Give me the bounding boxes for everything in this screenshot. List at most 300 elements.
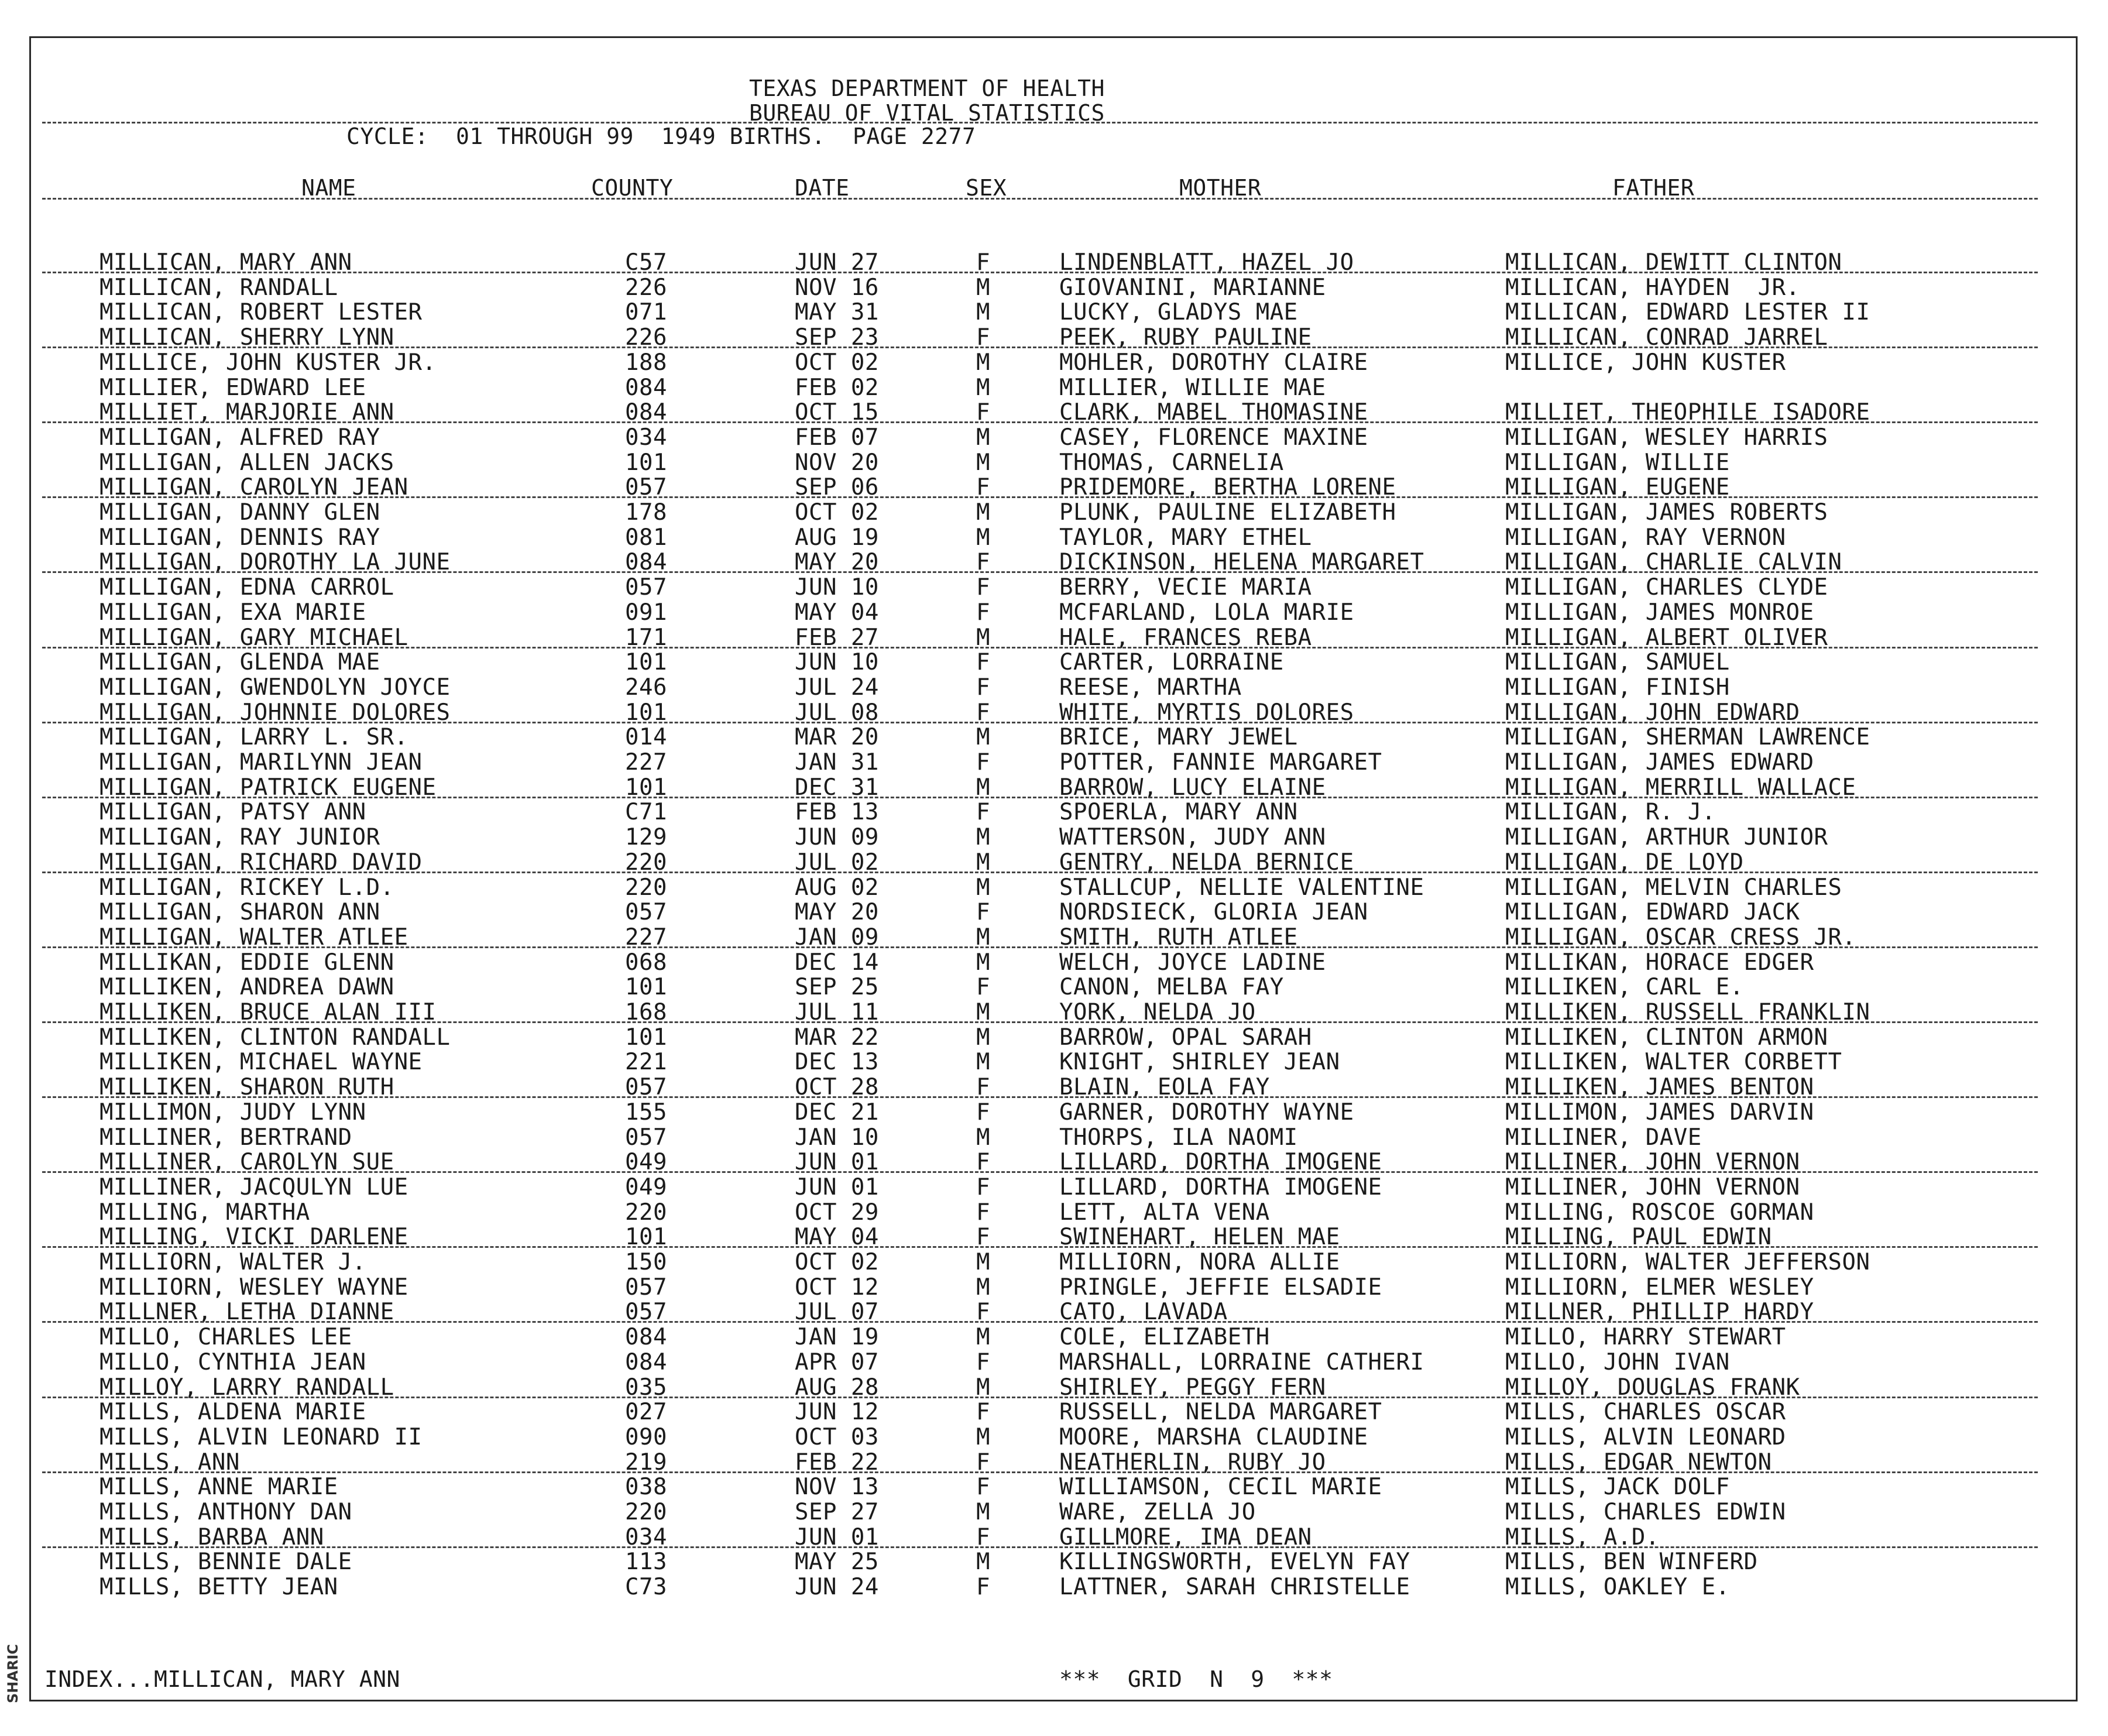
record-sex: M	[976, 424, 990, 451]
record-sex: M	[976, 524, 990, 551]
record-father: MILLIKEN, RUSSELL FRANKLIN	[1505, 999, 1870, 1025]
record-sex: F	[976, 399, 990, 426]
record-father: MILLIGAN, FINISH	[1505, 674, 1730, 701]
record-mother: BLAIN, EOLA FAY	[1059, 1074, 1270, 1101]
record-mother: SPOERLA, MARY ANN	[1059, 799, 1298, 826]
record-county: 057	[625, 1299, 667, 1326]
record-sex: M	[976, 499, 990, 526]
record-date: JUN 27	[795, 249, 879, 276]
record-date: FEB 13	[795, 799, 879, 826]
record-sex: F	[976, 549, 990, 576]
record-date: OCT 15	[795, 399, 879, 426]
record-sex: M	[976, 1274, 990, 1301]
record-sex: F	[976, 1174, 990, 1200]
record-mother: WELCH, JOYCE LADINE	[1059, 949, 1326, 976]
row-rule	[42, 1546, 2038, 1548]
record-sex: F	[976, 1574, 990, 1601]
record-name: MILLIGAN, PATSY ANN	[99, 799, 366, 826]
footer-index: INDEX...MILLICAN, MARY ANN	[44, 1666, 400, 1692]
record-county: 084	[625, 1324, 667, 1351]
record-mother: MCFARLAND, LOLA MARIE	[1059, 599, 1354, 626]
footer-grid: *** GRID N 9 ***	[1059, 1666, 1333, 1692]
record-mother: WATTERSON, JUDY ANN	[1059, 824, 1326, 851]
record-date: DEC 13	[795, 1049, 879, 1076]
record-father: MILLIGAN, EDWARD JACK	[1505, 899, 1800, 926]
record-date: JUL 11	[795, 999, 879, 1025]
record-date: MAY 25	[795, 1549, 879, 1576]
record-sex: F	[976, 1224, 990, 1251]
record-county: 220	[625, 849, 667, 876]
column-header-father: FATHER	[1612, 175, 1695, 201]
row-rule	[42, 1246, 2038, 1248]
record-date: NOV 13	[795, 1474, 879, 1501]
record-county: 027	[625, 1399, 667, 1426]
record-father: MILLIGAN, R. J.	[1505, 799, 1716, 826]
record-father: MILLIGAN, MERRILL WALLACE	[1505, 774, 1856, 801]
record-mother: THORPS, ILA NAOMI	[1059, 1124, 1298, 1151]
record-date: MAY 20	[795, 549, 879, 576]
row-rule	[42, 1021, 2038, 1023]
record-name: MILLICAN, RANDALL	[99, 274, 338, 301]
record-date: MAR 22	[795, 1024, 879, 1051]
record-county: 084	[625, 374, 667, 401]
record-sex: M	[976, 849, 990, 876]
record-county: 014	[625, 724, 667, 751]
record-sex: F	[976, 749, 990, 776]
record-name: MILLIGAN, PATRICK EUGENE	[99, 774, 437, 801]
record-father: MILLIGAN, MELVIN CHARLES	[1505, 874, 1842, 901]
record-name: MILLIGAN, DOROTHY LA JUNE	[99, 549, 451, 576]
record-date: FEB 07	[795, 424, 879, 451]
record-name: MILLS, ALVIN LEONARD II	[99, 1423, 423, 1450]
record-sex: M	[976, 724, 990, 751]
record-county: 081	[625, 524, 667, 551]
record-name: MILLIKEN, MICHAEL WAYNE	[99, 1049, 423, 1076]
record-county: 129	[625, 824, 667, 851]
record-father: MILLICAN, EDWARD LESTER II	[1505, 299, 1870, 326]
record-county: 227	[625, 924, 667, 951]
record-name: MILLINER, JACQULYN LUE	[99, 1174, 408, 1200]
record-name: MILLIGAN, LARRY L. SR.	[99, 724, 408, 751]
record-name: MILLIORN, WESLEY WAYNE	[99, 1274, 408, 1301]
record-father: MILLIKEN, CARL E.	[1505, 974, 1744, 1001]
record-name: MILLS, BENNIE DALE	[99, 1549, 352, 1576]
record-father: MILLICAN, DEWITT CLINTON	[1505, 249, 1842, 276]
record-sex: F	[976, 474, 990, 501]
record-sex: F	[976, 324, 990, 351]
column-header-date: DATE	[795, 175, 850, 201]
record-name: MILLNER, LETHA DIANNE	[99, 1299, 394, 1326]
record-date: MAY 31	[795, 299, 879, 326]
record-mother: COLE, ELIZABETH	[1059, 1324, 1270, 1351]
row-rule	[42, 722, 2038, 723]
record-date: JUN 10	[795, 574, 879, 601]
record-county: 035	[625, 1374, 667, 1401]
record-father: MILLINER, DAVE	[1505, 1124, 1702, 1151]
record-father: MILLIGAN, SHERMAN LAWRENCE	[1505, 724, 1870, 751]
record-father: MILLS, A.D.	[1505, 1524, 1660, 1550]
record-mother: BARROW, OPAL SARAH	[1059, 1024, 1312, 1051]
record-date: OCT 28	[795, 1074, 879, 1101]
record-sex: F	[976, 974, 990, 1001]
record-date: SEP 23	[795, 324, 879, 351]
record-father: MILLIORN, ELMER WESLEY	[1505, 1274, 1814, 1301]
row-rule	[42, 797, 2038, 798]
record-date: JUN 24	[795, 1574, 879, 1601]
record-county: 113	[625, 1549, 667, 1576]
record-mother: CANON, MELBA FAY	[1059, 974, 1284, 1001]
column-header-county: COUNTY	[591, 175, 674, 201]
record-date: APR 07	[795, 1349, 879, 1375]
record-county: 226	[625, 324, 667, 351]
record-mother: DICKINSON, HELENA MARGARET	[1059, 549, 1424, 576]
record-date: NOV 16	[795, 274, 879, 301]
column-header-rule	[42, 198, 2038, 200]
record-date: JAN 19	[795, 1324, 879, 1351]
record-sex: F	[976, 1474, 990, 1501]
record-date: MAY 04	[795, 1224, 879, 1251]
record-date: AUG 02	[795, 874, 879, 901]
record-mother: BRICE, MARY JEWEL	[1059, 724, 1298, 751]
record-county: C71	[625, 799, 667, 826]
record-county: 034	[625, 1524, 667, 1550]
record-name: MILLIGAN, RICHARD DAVID	[99, 849, 423, 876]
record-mother: RUSSELL, NELDA MARGARET	[1059, 1399, 1382, 1426]
column-header-sex: SEX	[966, 175, 1007, 201]
record-name: MILLS, ANN	[99, 1449, 240, 1476]
record-mother: PRINGLE, JEFFIE ELSADIE	[1059, 1274, 1382, 1301]
record-date: OCT 02	[795, 499, 879, 526]
record-date: JUL 08	[795, 699, 879, 726]
record-mother: MARSHALL, LORRAINE CATHERI	[1059, 1349, 1424, 1375]
record-mother: MILLIORN, NORA ALLIE	[1059, 1249, 1340, 1275]
record-name: MILLING, VICKI DARLENE	[99, 1224, 408, 1251]
record-date: JUN 09	[795, 824, 879, 851]
record-sex: F	[976, 599, 990, 626]
record-county: 034	[625, 424, 667, 451]
row-rule	[42, 1471, 2038, 1473]
record-father: MILLS, CHARLES EDWIN	[1505, 1499, 1786, 1525]
record-mother: WILLIAMSON, CECIL MARIE	[1059, 1474, 1382, 1501]
record-date: SEP 27	[795, 1499, 879, 1525]
record-name: MILLIGAN, ALLEN JACKS	[99, 449, 394, 476]
record-sex: M	[976, 274, 990, 301]
record-mother: WHITE, MYRTIS DOLORES	[1059, 699, 1354, 726]
row-rule	[42, 1171, 2038, 1173]
record-sex: F	[976, 1149, 990, 1176]
record-mother: CATO, LAVADA	[1059, 1299, 1228, 1326]
row-rule	[42, 647, 2038, 649]
record-name: MILLIGAN, JOHNNIE DOLORES	[99, 699, 451, 726]
record-father: MILLIGAN, CHARLIE CALVIN	[1505, 549, 1842, 576]
record-date: JUL 02	[795, 849, 879, 876]
record-sex: M	[976, 1549, 990, 1576]
record-date: DEC 31	[795, 774, 879, 801]
record-mother: LILLARD, DORTHA IMOGENE	[1059, 1149, 1382, 1176]
record-sex: M	[976, 774, 990, 801]
record-county: C57	[625, 249, 667, 276]
record-father: MILLIKEN, CLINTON ARMON	[1505, 1024, 1828, 1051]
row-rule	[42, 346, 2038, 348]
record-sex: M	[976, 1499, 990, 1525]
record-father: MILLIGAN, WILLIE	[1505, 449, 1730, 476]
record-father: MILLINER, JOHN VERNON	[1505, 1149, 1800, 1176]
record-father: MILLICAN, CONRAD JARREL	[1505, 324, 1828, 351]
record-date: JUN 10	[795, 649, 879, 676]
record-date: JUN 12	[795, 1399, 879, 1426]
record-county: 227	[625, 749, 667, 776]
record-name: MILLS, BETTY JEAN	[99, 1574, 338, 1601]
record-county: 220	[625, 874, 667, 901]
record-mother: SMITH, RUTH ATLEE	[1059, 924, 1298, 951]
row-rule	[42, 872, 2038, 873]
record-sex: M	[976, 949, 990, 976]
record-father: MILLS, OAKLEY E.	[1505, 1574, 1730, 1601]
record-mother: POTTER, FANNIE MARGARET	[1059, 749, 1382, 776]
record-date: MAY 04	[795, 599, 879, 626]
record-name: MILLIKAN, EDDIE GLENN	[99, 949, 394, 976]
record-date: OCT 02	[795, 1249, 879, 1275]
record-county: 049	[625, 1149, 667, 1176]
record-mother: MILLIER, WILLIE MAE	[1059, 374, 1326, 401]
record-father: MILLING, PAUL EDWIN	[1505, 1224, 1772, 1251]
record-mother: LUCKY, GLADYS MAE	[1059, 299, 1298, 326]
record-sex: M	[976, 1374, 990, 1401]
row-rule	[42, 1096, 2038, 1098]
row-rule	[42, 421, 2038, 423]
record-sex: M	[976, 1249, 990, 1275]
header-line-2: BUREAU OF VITAL STATISTICS	[749, 100, 1105, 126]
record-county: 221	[625, 1049, 667, 1076]
record-mother: PRIDEMORE, BERTHA LORENE	[1059, 474, 1396, 501]
record-father: MILLIGAN, JAMES MONROE	[1505, 599, 1814, 626]
record-sex: F	[976, 1524, 990, 1550]
record-sex: M	[976, 299, 990, 326]
record-county: 226	[625, 274, 667, 301]
record-name: MILLIGAN, RAY JUNIOR	[99, 824, 380, 851]
record-name: MILLICE, JOHN KUSTER JR.	[99, 349, 437, 376]
record-date: JAN 10	[795, 1124, 879, 1151]
record-mother: GARNER, DOROTHY WAYNE	[1059, 1099, 1354, 1126]
record-father: MILLING, ROSCOE GORMAN	[1505, 1199, 1814, 1226]
record-county: 220	[625, 1199, 667, 1226]
record-county: 150	[625, 1249, 667, 1275]
record-father: MILLIGAN, ALBERT OLIVER	[1505, 624, 1828, 651]
record-county: 101	[625, 774, 667, 801]
record-father: MILLIKEN, JAMES BENTON	[1505, 1074, 1814, 1101]
record-county: 057	[625, 899, 667, 926]
record-mother: NEATHERLIN, RUBY JO	[1059, 1449, 1326, 1476]
record-father: MILLIGAN, OSCAR CRESS JR.	[1505, 924, 1856, 951]
record-name: MILLICAN, MARY ANN	[99, 249, 352, 276]
record-date: JAN 09	[795, 924, 879, 951]
record-name: MILLICAN, SHERRY LYNN	[99, 324, 394, 351]
record-county: 101	[625, 649, 667, 676]
record-mother: GIOVANINI, MARIANNE	[1059, 274, 1326, 301]
record-father: MILLNER, PHILLIP HARDY	[1505, 1299, 1814, 1326]
record-name: MILLS, ANTHONY DAN	[99, 1499, 352, 1525]
record-date: DEC 14	[795, 949, 879, 976]
record-sex: F	[976, 1099, 990, 1126]
record-county: 220	[625, 1499, 667, 1525]
record-county: 090	[625, 1423, 667, 1450]
record-mother: SHIRLEY, PEGGY FERN	[1059, 1374, 1326, 1401]
record-father: MILLIORN, WALTER JEFFERSON	[1505, 1249, 1870, 1275]
record-mother: MOHLER, DOROTHY CLAIRE	[1059, 349, 1368, 376]
record-county: 071	[625, 299, 667, 326]
record-father: MILLS, EDGAR NEWTON	[1505, 1449, 1772, 1476]
record-name: MILLIGAN, EXA MARIE	[99, 599, 366, 626]
record-date: JUN 01	[795, 1524, 879, 1550]
record-county: 246	[625, 674, 667, 701]
record-mother: CLARK, MABEL THOMASINE	[1059, 399, 1368, 426]
record-mother: CARTER, LORRAINE	[1059, 649, 1284, 676]
record-father: MILLIGAN, DE LOYD	[1505, 849, 1744, 876]
record-sex: F	[976, 1349, 990, 1375]
record-father: MILLINER, JOHN VERNON	[1505, 1174, 1800, 1200]
record-mother: LINDENBLATT, HAZEL JO	[1059, 249, 1354, 276]
record-father: MILLIGAN, RAY VERNON	[1505, 524, 1786, 551]
record-father: MILLIGAN, ARTHUR JUNIOR	[1505, 824, 1828, 851]
record-name: MILLIET, MARJORIE ANN	[99, 399, 394, 426]
record-date: FEB 27	[795, 624, 879, 651]
record-name: MILLIKEN, BRUCE ALAN III	[99, 999, 437, 1025]
record-county: 068	[625, 949, 667, 976]
record-sex: M	[976, 874, 990, 901]
record-date: JAN 31	[795, 749, 879, 776]
record-name: MILLIGAN, GWENDOLYN JOYCE	[99, 674, 451, 701]
record-father: MILLIKEN, WALTER CORBETT	[1505, 1049, 1842, 1076]
header-line-1: TEXAS DEPARTMENT OF HEALTH	[749, 76, 1105, 101]
record-county: 155	[625, 1099, 667, 1126]
record-mother: GENTRY, NELDA BERNICE	[1059, 849, 1354, 876]
record-sex: F	[976, 1074, 990, 1101]
record-date: OCT 03	[795, 1423, 879, 1450]
record-county: 084	[625, 399, 667, 426]
record-sex: M	[976, 1324, 990, 1351]
record-father: MILLIGAN, JOHN EDWARD	[1505, 699, 1800, 726]
record-county: 171	[625, 624, 667, 651]
record-date: AUG 19	[795, 524, 879, 551]
record-sex: F	[976, 574, 990, 601]
record-father: MILLS, BEN WINFERD	[1505, 1549, 1758, 1576]
record-name: MILLO, CHARLES LEE	[99, 1324, 352, 1351]
record-sex: M	[976, 449, 990, 476]
record-father: MILLO, JOHN IVAN	[1505, 1349, 1730, 1375]
record-sex: F	[976, 674, 990, 701]
record-name: MILLINER, BERTRAND	[99, 1124, 352, 1151]
record-county: 084	[625, 549, 667, 576]
record-mother: STALLCUP, NELLIE VALENTINE	[1059, 874, 1424, 901]
record-mother: SWINEHART, HELEN MAE	[1059, 1224, 1340, 1251]
row-rule	[42, 1321, 2038, 1323]
record-county: 101	[625, 449, 667, 476]
record-father: MILLS, CHARLES OSCAR	[1505, 1399, 1786, 1426]
record-mother: CASEY, FLORENCE MAXINE	[1059, 424, 1368, 451]
record-county: 188	[625, 349, 667, 376]
record-mother: YORK, NELDA JO	[1059, 999, 1256, 1025]
record-county: 057	[625, 1274, 667, 1301]
record-mother: LATTNER, SARAH CHRISTELLE	[1059, 1574, 1410, 1601]
record-county: 084	[625, 1349, 667, 1375]
record-county: 101	[625, 1224, 667, 1251]
record-county: 057	[625, 1124, 667, 1151]
record-name: MILLIGAN, EDNA CARROL	[99, 574, 394, 601]
record-sex: M	[976, 1049, 990, 1076]
row-rule	[42, 1397, 2038, 1398]
record-mother: THOMAS, CARNELIA	[1059, 449, 1284, 476]
record-sex: M	[976, 824, 990, 851]
record-date: JUN 01	[795, 1149, 879, 1176]
record-date: FEB 22	[795, 1449, 879, 1476]
record-name: MILLS, ANNE MARIE	[99, 1474, 338, 1501]
record-date: JUL 24	[795, 674, 879, 701]
record-sex: F	[976, 649, 990, 676]
record-father: MILLIKAN, HORACE EDGER	[1505, 949, 1814, 976]
record-name: MILLIGAN, RICKEY L.D.	[99, 874, 394, 901]
record-mother: NORDSIECK, GLORIA JEAN	[1059, 899, 1368, 926]
record-name: MILLIKEN, CLINTON RANDALL	[99, 1024, 451, 1051]
record-county: 057	[625, 1074, 667, 1101]
cycle-line: CYCLE: 01 THROUGH 99 1949 BIRTHS. PAGE 2277	[346, 123, 976, 149]
record-mother: KNIGHT, SHIRLEY JEAN	[1059, 1049, 1340, 1076]
record-father: MILLO, HARRY STEWART	[1505, 1324, 1786, 1351]
record-father: MILLIMON, JAMES DARVIN	[1505, 1099, 1814, 1126]
record-father: MILLOY, DOUGLAS FRANK	[1505, 1374, 1800, 1401]
record-county: 101	[625, 974, 667, 1001]
record-name: MILLIGAN, GARY MICHAEL	[99, 624, 408, 651]
record-name: MILLS, BARBA ANN	[99, 1524, 324, 1550]
record-mother: LETT, ALTA VENA	[1059, 1199, 1270, 1226]
record-date: FEB 02	[795, 374, 879, 401]
record-county: C73	[625, 1574, 667, 1601]
record-name: MILLIGAN, ALFRED RAY	[99, 424, 380, 451]
record-date: SEP 25	[795, 974, 879, 1001]
record-sex: M	[976, 1024, 990, 1051]
record-father: MILLICE, JOHN KUSTER	[1505, 349, 1786, 376]
record-father: MILLS, ALVIN LEONARD	[1505, 1423, 1786, 1450]
record-county: 057	[625, 574, 667, 601]
record-name: MILLIORN, WALTER J.	[99, 1249, 366, 1275]
record-name: MILLIGAN, MARILYNN JEAN	[99, 749, 423, 776]
record-sex: M	[976, 624, 990, 651]
record-county: 049	[625, 1174, 667, 1200]
record-sex: F	[976, 699, 990, 726]
record-sex: F	[976, 1449, 990, 1476]
record-date: OCT 02	[795, 349, 879, 376]
record-mother: MOORE, MARSHA CLAUDINE	[1059, 1423, 1368, 1450]
record-mother: REESE, MARTHA	[1059, 674, 1242, 701]
record-sex: F	[976, 1299, 990, 1326]
record-sex: F	[976, 899, 990, 926]
record-father: MILLIGAN, JAMES EDWARD	[1505, 749, 1814, 776]
column-header-name: NAME	[301, 175, 356, 201]
record-name: MILLICAN, ROBERT LESTER	[99, 299, 423, 326]
record-sex: F	[976, 249, 990, 276]
record-name: MILLIGAN, DANNY GLEN	[99, 499, 380, 526]
record-date: AUG 28	[795, 1374, 879, 1401]
record-sex: M	[976, 924, 990, 951]
record-mother: TAYLOR, MARY ETHEL	[1059, 524, 1312, 551]
record-mother: KILLINGSWORTH, EVELYN FAY	[1059, 1549, 1410, 1576]
record-name: MILLIGAN, DENNIS RAY	[99, 524, 380, 551]
record-sex: M	[976, 349, 990, 376]
record-county: 168	[625, 999, 667, 1025]
record-mother: WARE, ZELLA JO	[1059, 1499, 1256, 1525]
record-name: MILLIKEN, ANDREA DAWN	[99, 974, 394, 1001]
row-rule	[42, 946, 2038, 948]
record-name: MILLING, MARTHA	[99, 1199, 310, 1226]
